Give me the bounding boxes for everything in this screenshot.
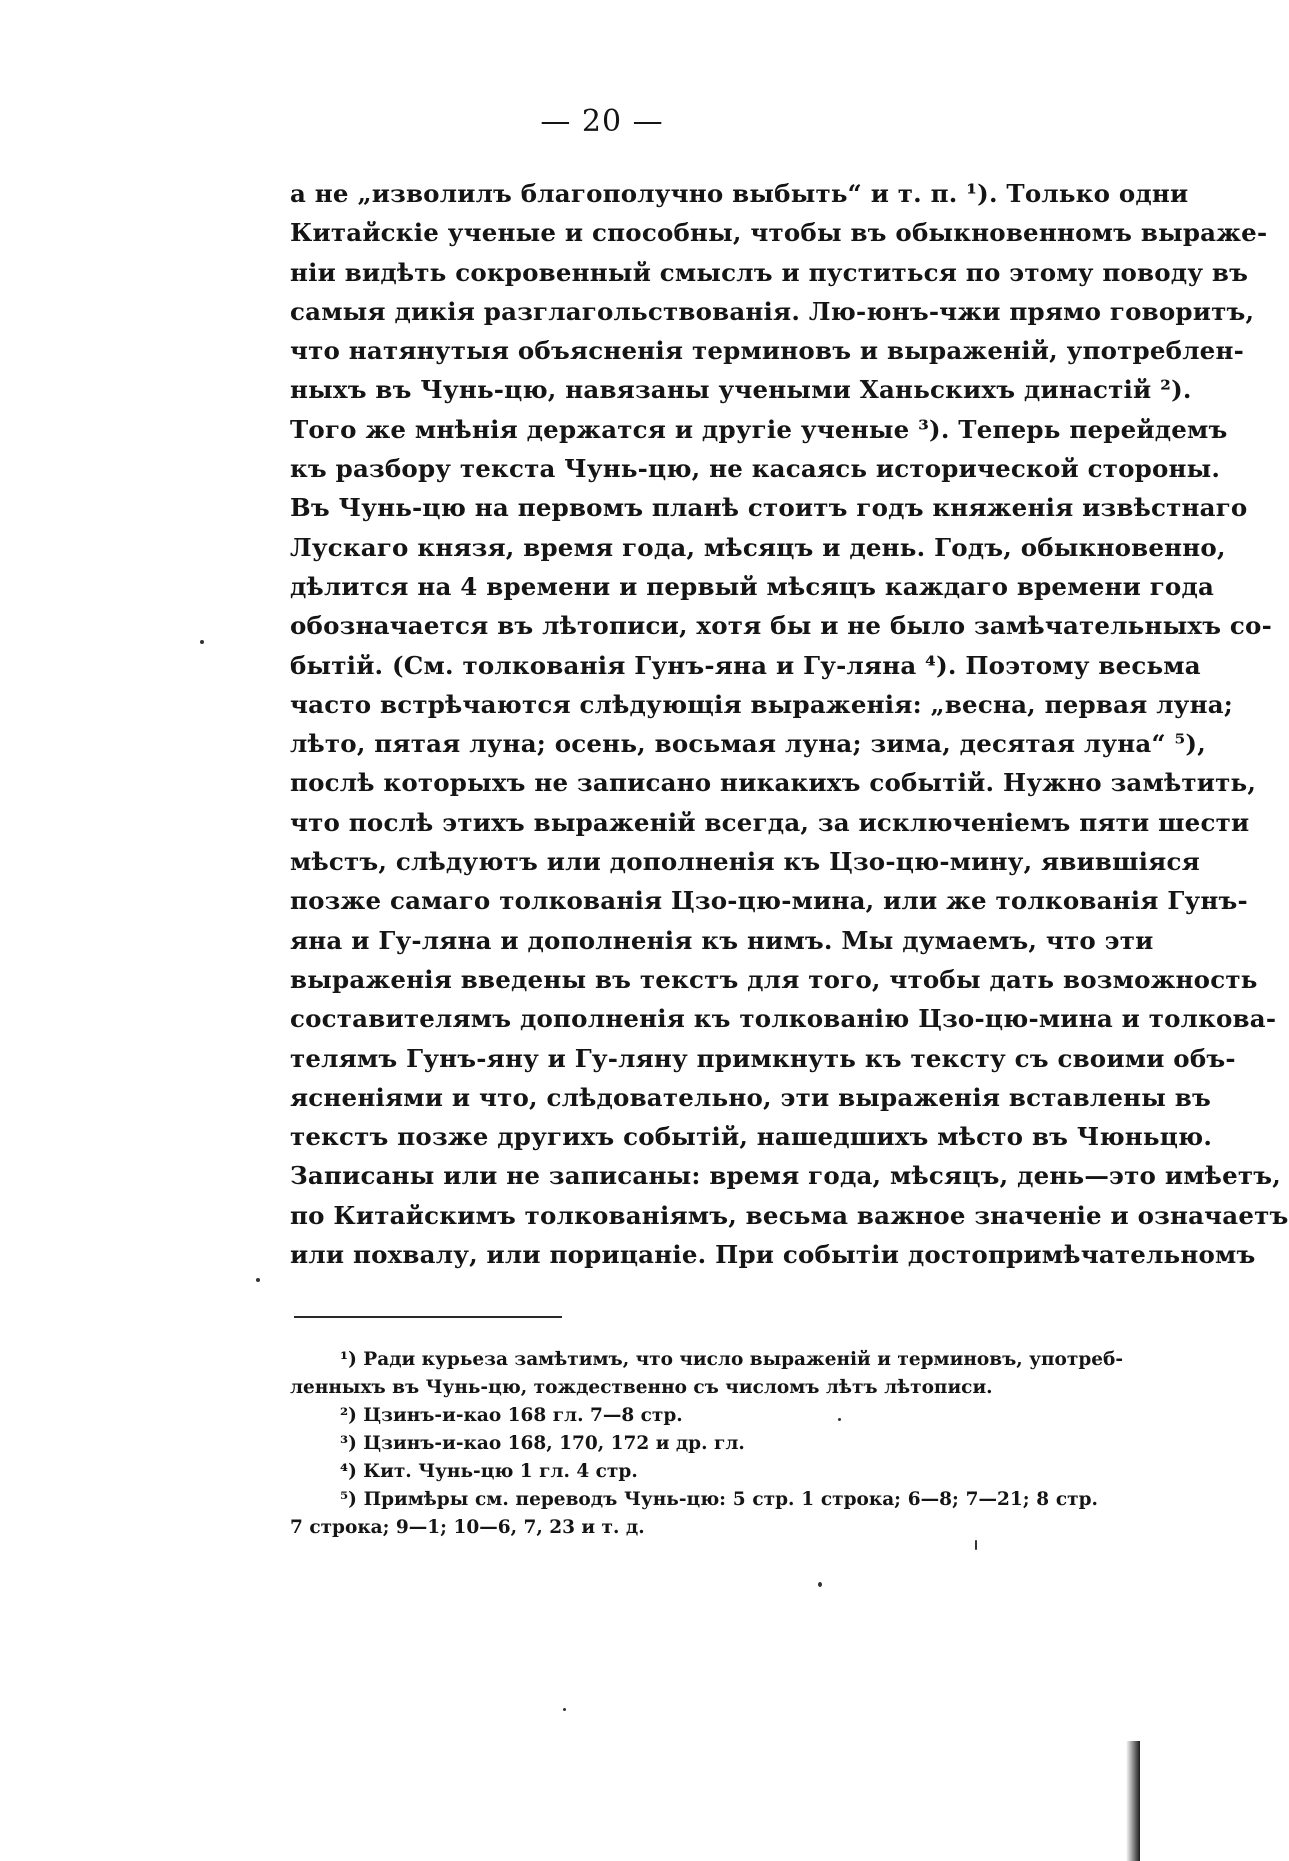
text-line: самыя дикія разглагольствованія. Лю-юнъ-чжи прямо говоритъ,: [290, 296, 1255, 326]
footnote-line: 7 строка; 9—1; 10—6, 7, 23 и т. д.: [290, 1517, 645, 1538]
text-line: Лускаго князя, время года, мѣсяцъ и день. Годъ, обыкновенно,: [290, 532, 1226, 562]
text-line: телямъ Гунъ-яну и Гу-ляну примкнуть къ тексту съ своими объ-: [290, 1043, 1236, 1073]
text-line: къ разбору текста Чунь-цю, не касаясь исторической стороны.: [290, 454, 1221, 484]
text-line: что натянутыя объясненія терминовъ и выраженій, употреблен-: [290, 336, 1244, 366]
text-line: Китайскіе ученые и способны, чтобы въ обыкновенномъ выраже-: [290, 218, 1268, 248]
text-line: что послѣ этихъ выраженій всегда, за исключеніемъ пяти шести: [290, 807, 1250, 837]
footnotes: [290, 1346, 1124, 1542]
text-line: мѣстъ, слѣдуютъ или дополненія къ Цзо-цю-мину, явившіяся: [290, 847, 1200, 877]
text-line: бытій. (См. толкованія Гунъ-яна и Гу-ляна ⁴). Поэтому весьма: [290, 650, 1201, 680]
text-line: часто встрѣчаются слѣдующія выраженія: „весна, первая луна;: [290, 689, 1234, 719]
text-line: ніи видѣть сокровенный смыслъ и пуститься по этому поводу въ: [290, 257, 1249, 287]
footnote-line: ³) Цзинъ-и-као 168, 170, 172 и др. гл.: [340, 1433, 745, 1454]
text-line: послѣ которыхъ не записано никакихъ событій. Нужно замѣтить,: [290, 768, 1257, 798]
text-line: дѣлится на 4 времени и первый мѣсяцъ каждаго времени года: [290, 571, 1215, 601]
text-line: ныхъ въ Чунь-цю, навязаны учеными Ханьскихъ династій ²).: [290, 375, 1192, 405]
scan-speck: [256, 1278, 260, 1282]
text-line: составителямъ дополненія къ толкованію Цзо-цю-мина и толкова-: [290, 1004, 1277, 1034]
text-line: по Китайскимъ толкованіямъ, весьма важное значеніе и означаетъ: [290, 1200, 1289, 1230]
footnote-line: ⁴) Кит. Чунь-цю 1 гл. 4 стр.: [340, 1461, 638, 1482]
scan-speck: [200, 640, 204, 644]
text-line: Записаны или не записаны: время года, мѣсяцъ, день—это имѣетъ,: [290, 1161, 1282, 1191]
text-line: позже самаго толкованія Цзо-цю-мина, или же толкованія Гунъ-: [290, 886, 1248, 916]
footnote-line: ⁵) Примѣры см. переводъ Чунь-цю: 5 стр. 1 строка; 6—8; 7—21; 8 стр.: [340, 1489, 1098, 1510]
text-line: лѣто, пятая луна; осень, восьмая луна; зима, десятая луна“ ⁵),: [290, 729, 1206, 759]
scan-edge-shadow: [1126, 1741, 1140, 1861]
text-line: или похвалу, или порицаніе. При событіи достопримѣчательномъ: [290, 1240, 1256, 1270]
text-line: обозначается въ лѣтописи, хотя бы и не было замѣчательныхъ со-: [290, 611, 1272, 641]
scan-speck: [563, 1708, 566, 1711]
text-line: яна и Гу-ляна и дополненія къ нимъ. Мы думаемъ, что эти: [290, 925, 1154, 955]
text-line: ясненіями и что, слѣдовательно, эти выраженія вставлены въ: [290, 1082, 1211, 1112]
text-line: Того же мнѣнія держатся и другіе ученые ³). Теперь перейдемъ: [290, 414, 1228, 444]
scan-speck: [838, 1418, 841, 1421]
footnote-line: ленныхъ въ Чунь-цю, тождественно съ числомъ лѣтъ лѣтописи.: [290, 1377, 993, 1398]
footnote-line: ¹) Ради курьеза замѣтимъ, что число выраженій и терминовъ, употреб-: [340, 1349, 1124, 1370]
text-line: текстъ позже другихъ событій, нашедшихъ мѣсто въ Чюньцю.: [290, 1122, 1213, 1152]
main-text: [290, 174, 1289, 1274]
text-line: выраженія введены въ текстъ для того, чтобы дать возможность: [290, 964, 1258, 994]
scan-speck: [818, 1582, 822, 1587]
footnote-divider: [294, 1316, 562, 1318]
page-number: — 20 —: [540, 104, 664, 139]
footnote-line: ²) Цзинъ-и-као 168 гл. 7—8 стр.: [340, 1405, 683, 1426]
text-line: Въ Чунь-цю на первомъ планѣ стоитъ годъ княженія извѣстнаго: [290, 493, 1248, 523]
text-line: а не „изволилъ благополучно выбыть“ и т. п. ¹). Только одни: [290, 179, 1189, 208]
scan-speck: [975, 1540, 977, 1550]
